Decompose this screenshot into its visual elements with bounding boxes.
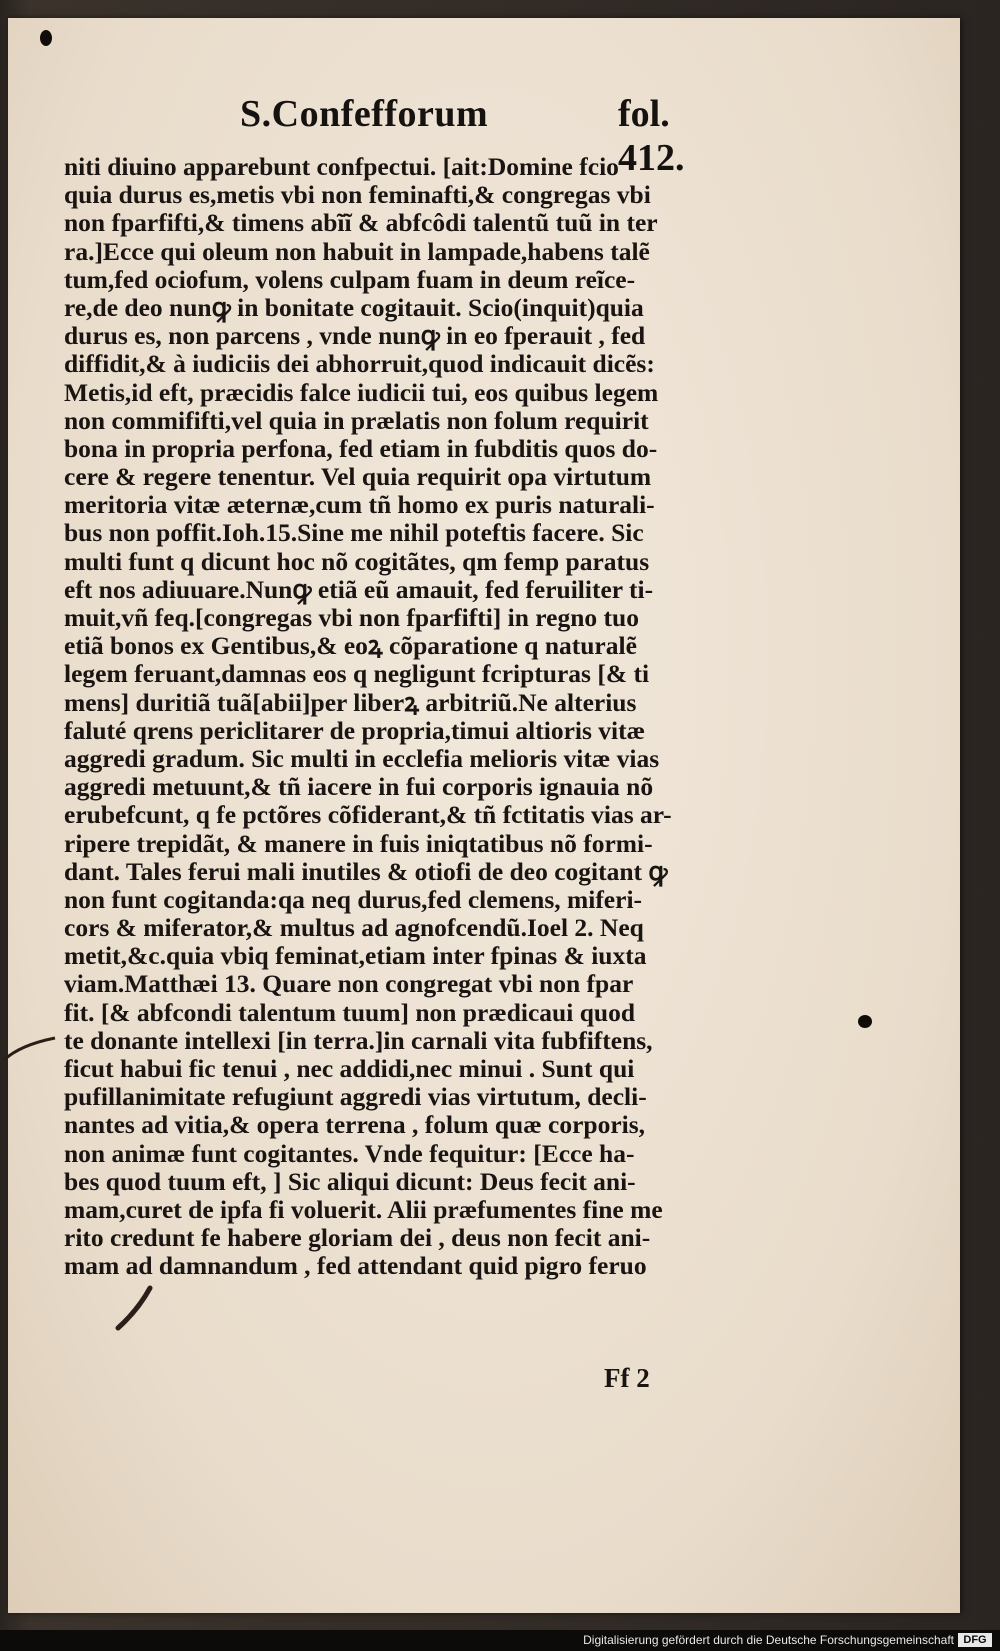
margin-pen-strokes	[0, 1020, 200, 1340]
text-line: Metis,id eft, præcidis falce iudicii tui, eos quibus legem	[64, 377, 659, 407]
text-line: non funt cogitanda:qa neq durus,fed clemens, miferi-	[64, 884, 643, 914]
ink-spot-right-margin	[858, 1015, 872, 1028]
text-line: rito credunt fe habere gloriam dei , deus non fecit ani-	[64, 1223, 651, 1253]
text-line: ra.]Ecce qui oleum non habuit in lampade,habens talẽ	[64, 236, 650, 266]
text-line: niti diuino apparebunt confpectui. [ait:Domine fcio	[64, 152, 619, 181]
dfg-logo: DFG	[958, 1633, 992, 1647]
text-line: etiã bonos ex Gentibus,& eoꝝ cõparatione q naturalẽ	[64, 631, 637, 661]
text-line: mens] duritiã tuã[abii]per liberꝝ arbitriũ.Ne alterius	[64, 687, 637, 717]
text-line: re,de deo nunꝙ in bonitate cogitauit. Scio(inquit)quia	[64, 292, 644, 322]
text-line: non commififti,vel quia in prælatis non folum requirit	[64, 405, 649, 435]
text-line: faluté qrens periclitarer de propria,timui altioris vitæ	[64, 715, 646, 745]
text-line: mam,curet de ipfa fi voluerit. Alii præfumentes fine me	[64, 1194, 663, 1224]
text-line: aggredi gradum. Sic multi in ecclefia melioris vitæ vias	[64, 743, 660, 773]
folio-number: fol. 412.	[618, 93, 685, 179]
text-line: viam.Matthæi 13. Quare non congregat vbi non fpar	[64, 969, 634, 999]
text-line: diffidit,& à iudiciis dei abhorruit,quod indicauit dicẽs:	[64, 349, 655, 379]
text-line: non fparfifti,& timens abĩĩ & abfcôdi talentũ tuũ in ter	[64, 208, 658, 238]
margin-stroke-upper	[4, 1038, 55, 1060]
text-line: bes quod tuum eft, ] Sic aliqui dicunt: Deus fecit ani-	[64, 1166, 636, 1196]
text-line: ripere trepidãt, & manere in fuis iniqtatibus nõ formi-	[64, 828, 653, 858]
text-line: tum,fed ociofum, volens culpam fuam in deum reĩce-	[64, 264, 636, 294]
funding-credit: Digitalisierung gefördert durch die Deutsche Forschungsgemeinschaft	[583, 1633, 954, 1647]
text-line: legem feruant,damnas eos q negligunt fcripturas [& ti	[64, 659, 650, 689]
text-line: durus es, non parcens , vnde nunꝙ in eo fperauit , fed	[64, 321, 646, 351]
text-line: bona in propria perfona, fed etiam in fubditis quos do-	[64, 433, 658, 463]
text-line: ficut habui fic tenui , nec addidi,nec minui . Sunt qui	[64, 1054, 635, 1083]
running-title: S.Confefforum	[240, 93, 489, 135]
signature-mark: Ff 2	[604, 1363, 650, 1393]
text-line: te donante intellexi [in terra.]in carnali vita fubfiftens,	[64, 1025, 653, 1055]
text-line: non animæ funt cogitantes. Vnde fequitur: [Ecce ha-	[64, 1138, 635, 1168]
text-line: pufillanimitate refugiunt aggredi vias virtutum, decli-	[64, 1082, 647, 1112]
text-line: aggredi metuunt,& tñ iacere in fui corporis ignauia nõ	[64, 772, 654, 802]
margin-stroke-lower	[118, 1288, 150, 1328]
text-line: nantes ad vitia,& opera terrena , folum quæ corporis,	[64, 1110, 646, 1140]
text-line: meritoria vitæ æternæ,cum tñ homo ex puris naturali-	[64, 490, 655, 520]
ink-spot-top-left	[40, 30, 52, 46]
text-line: muit,vñ feq.[congregas vbi non fparfifti] in regno tuo	[64, 603, 639, 632]
text-line: eft nos adiuuare.Nunꝙ etiã eũ amauit, fed feruiliter ti-	[64, 574, 654, 604]
text-line: quia durus es,metis vbi non feminafti,& congregas vbi	[64, 180, 651, 210]
text-line: dant. Tales ferui mali inutiles & otiofi de deo cogitant ꝙ	[64, 856, 668, 886]
text-line: cere & regere tenentur. Vel quia requirit opa virtutum	[64, 462, 652, 492]
text-line: metit,&c.quia vbiq feminat,etiam inter fpinas & iuxta	[64, 941, 647, 971]
text-line: erubefcunt, q fe pctõres cõfiderant,& tñ fctitatis vias ar-	[64, 800, 672, 830]
text-line: bus non poffit.Ioh.15.Sine me nihil poteftis facere. Sic	[64, 518, 644, 548]
text-line: multi funt q dicunt hoc nõ cogitãtes, qm femp paratus	[64, 546, 650, 576]
text-line: cors & miferator,& multus ad agnofcendũ.Ioel 2. Neq	[64, 913, 644, 943]
text-line: mam ad damnandum , fed attendant quid pigro feruo	[64, 1251, 647, 1281]
text-line: fit. [& abfcondi talentum tuum] non prædicaui quod	[64, 997, 635, 1027]
